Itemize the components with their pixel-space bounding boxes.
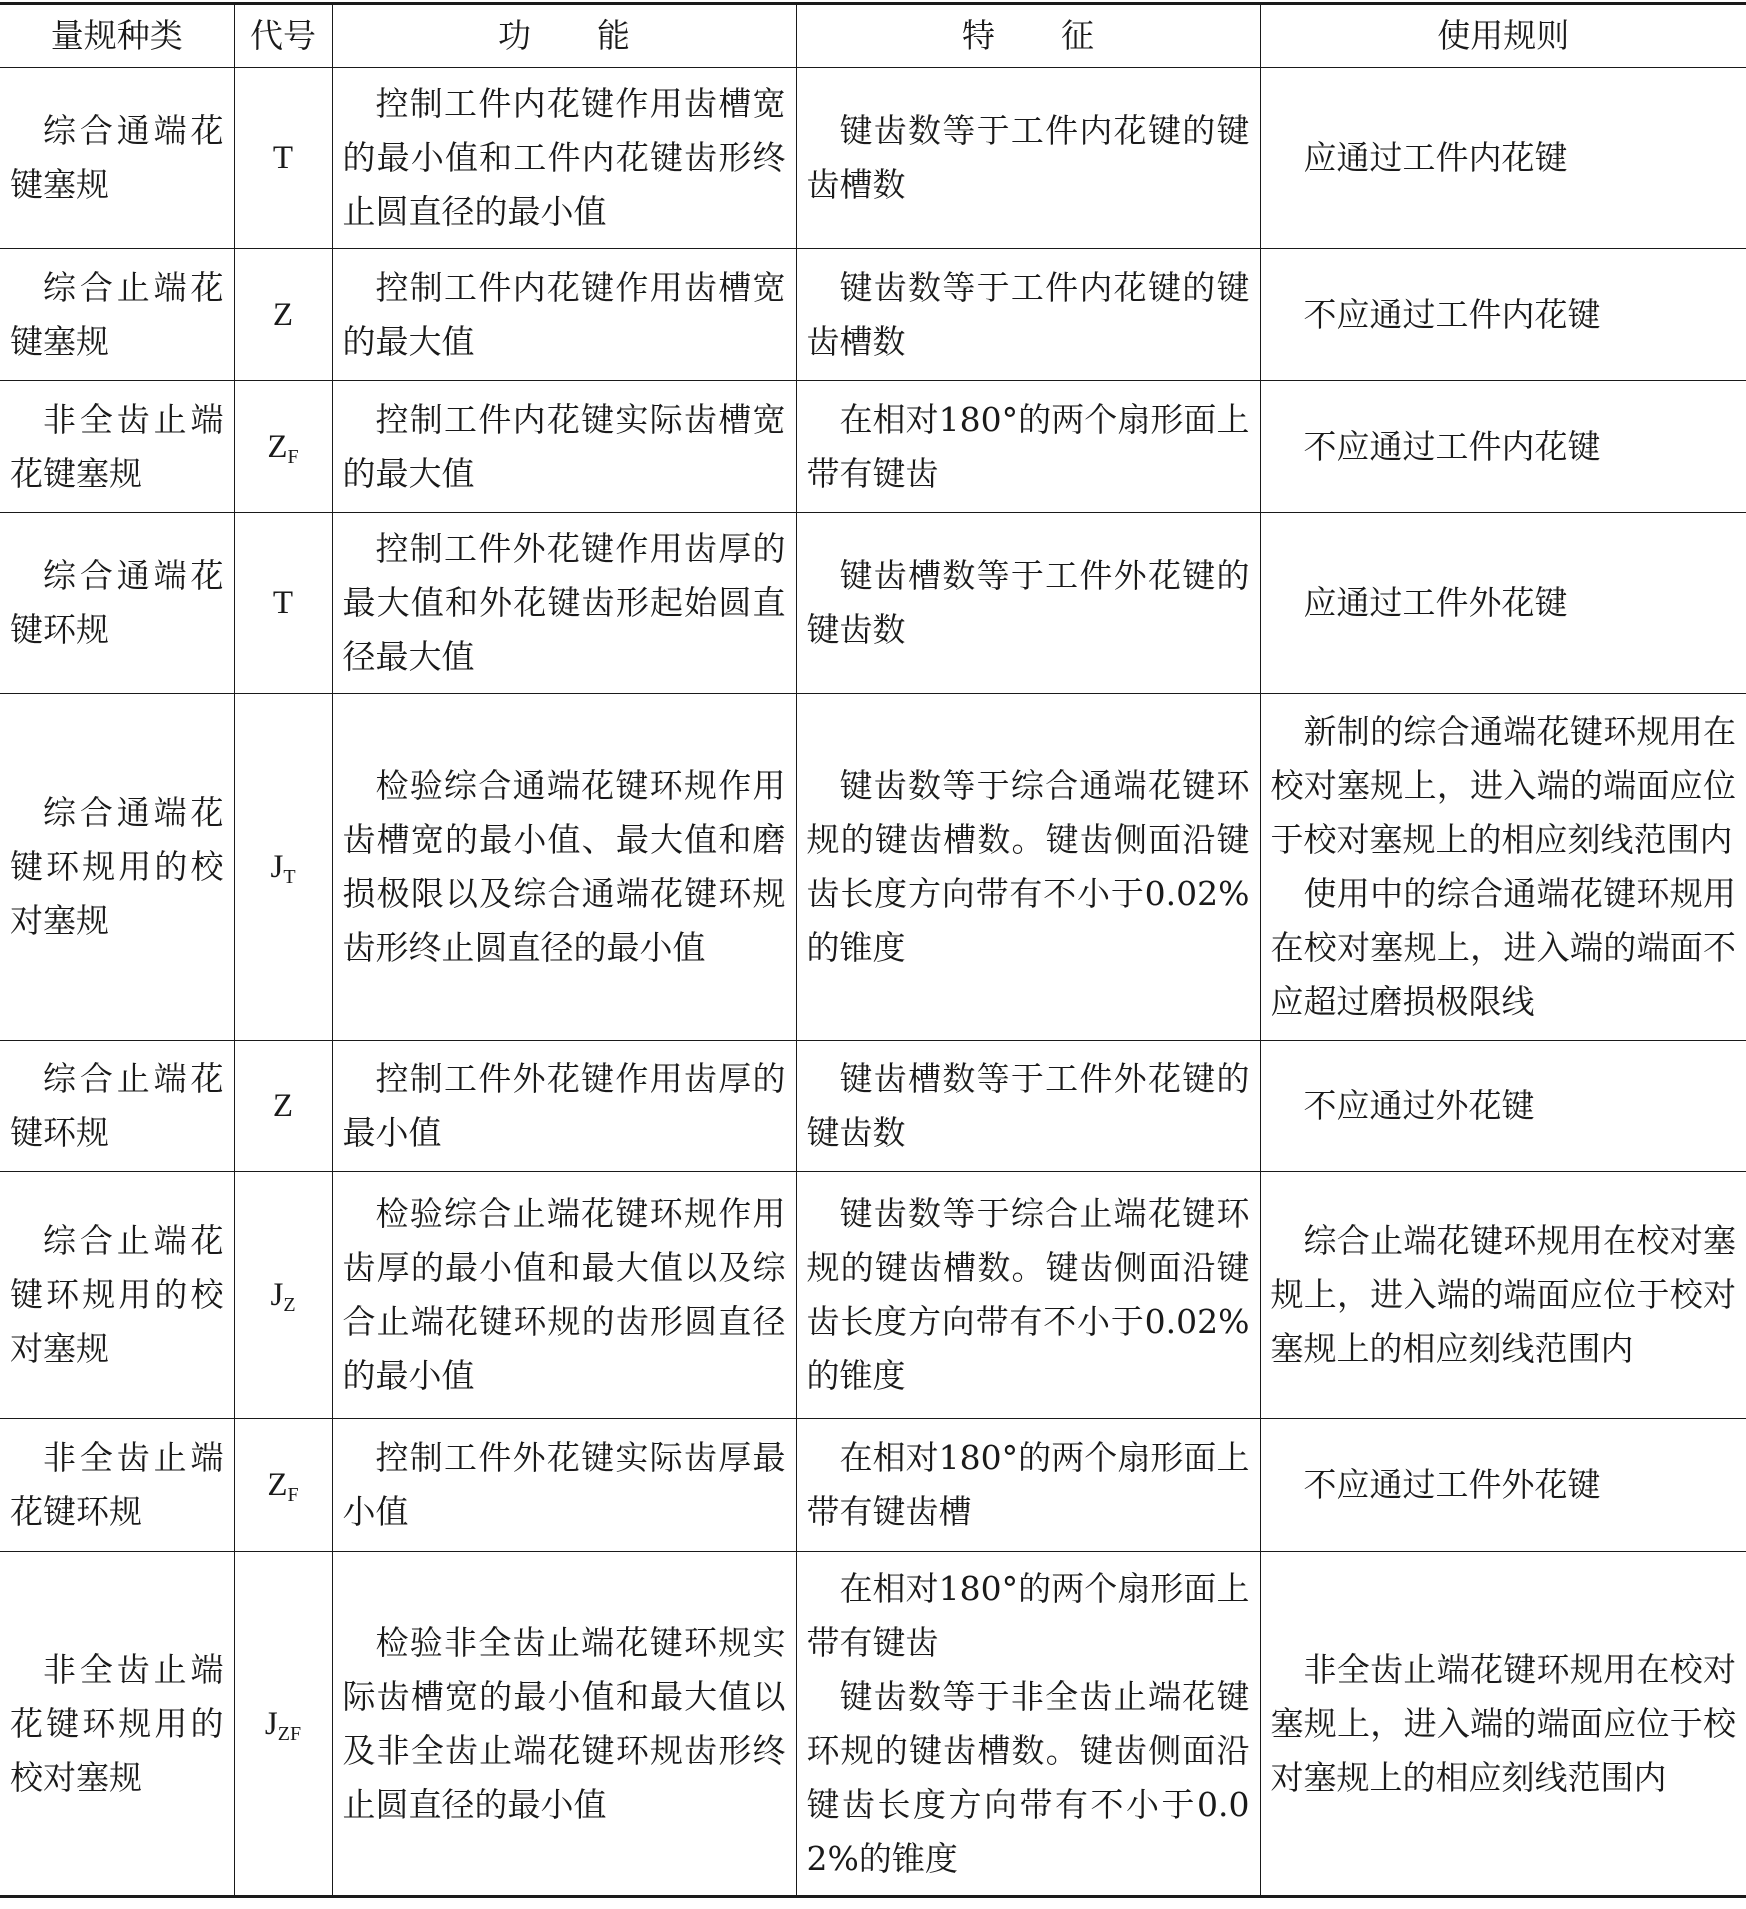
feature-text: 在相对180°的两个扇形面上带有键齿 [806, 399, 1250, 493]
cell-function [332, 381, 796, 513]
table-row [0, 513, 1746, 694]
rule-text: 应通过工件外花键 [1303, 583, 1568, 622]
function-text: 检验综合通端花键环规作用齿槽宽的最小值、最大值和磨损极限以及综合通端花键环规齿形终止圆直径的最小值 [342, 766, 786, 967]
cell-feature [796, 1172, 1260, 1419]
feature-text: 在相对180°的两个扇形面上带有键齿槽 [806, 1438, 1250, 1531]
code-letter: Z [267, 1467, 288, 1503]
function-text: 控制工件外花键作用齿厚的最大值和外花键齿形起始圆直径最大值 [342, 529, 786, 676]
cell-feature [796, 1552, 1260, 1897]
function-text: 控制工件内花键作用齿槽宽的最小值和工件内花键齿形终止圆直径的最小值 [342, 84, 786, 231]
cell-function [332, 1419, 796, 1552]
code-letter: T [272, 585, 294, 621]
cell-feature [796, 249, 1260, 381]
cell-feature [796, 1419, 1260, 1552]
code-letter: Z [272, 1088, 294, 1124]
rule-text: 使用中的综合通端花键环规用在校对塞规上，进入端的端面不应超过磨损极限线 [1270, 874, 1736, 1021]
cell-rule [1260, 1552, 1746, 1897]
gauge-specification-table [0, 2, 1746, 1898]
function-text: 控制工件外花键作用齿厚的最小值 [342, 1059, 786, 1152]
header-row [0, 4, 1746, 68]
feature-text: 键齿数等于工件内花键的键齿槽数 [806, 267, 1250, 361]
cell-rule [1260, 1419, 1746, 1552]
cell-feature [796, 68, 1260, 249]
code-letter: J [270, 849, 284, 885]
kind-text: 综合通端花键塞规 [10, 111, 224, 204]
cell-rule [1260, 249, 1746, 381]
header-code: 代号 [234, 4, 332, 68]
cell-function [332, 1552, 796, 1897]
cell-kind [0, 249, 234, 381]
header-function: 功 能 [332, 4, 796, 68]
cell-kind [0, 1172, 234, 1419]
cell-rule [1260, 381, 1746, 513]
cell-rule [1260, 68, 1746, 249]
feature-text: 在相对180°的两个扇形面上带有键齿 [806, 1568, 1250, 1662]
rule-text: 新制的综合通端花键环规用在校对塞规上，进入端的端面应位于校对塞规上的相应刻线范围内 [1270, 712, 1736, 859]
cell-feature [796, 513, 1260, 694]
cell-code [234, 381, 332, 513]
cell-function [332, 1172, 796, 1419]
feature-text: 键齿槽数等于工件外花键的键齿数 [806, 1059, 1250, 1152]
code-letter: J [270, 1277, 284, 1313]
code-letter: T [272, 140, 294, 176]
feature-text: 键齿数等于综合止端花键环规的键齿槽数。键齿侧面沿键齿长度方向带有不小于0.02%的锥度 [806, 1194, 1250, 1395]
function-text: 控制工件内花键作用齿槽宽的最大值 [342, 267, 786, 361]
code-subscript: ZF [277, 1722, 302, 1745]
kind-text: 非全齿止端花键环规 [10, 1438, 224, 1531]
table-row [0, 1172, 1746, 1419]
feature-text: 键齿数等于非全齿止端花键环规的键齿槽数。键齿侧面沿键齿长度方向带有不小于0.02%的锥度 [806, 1676, 1250, 1878]
cell-function [332, 513, 796, 694]
cell-code [234, 1419, 332, 1552]
cell-kind [0, 68, 234, 249]
table-body [0, 68, 1746, 1897]
cell-feature [796, 381, 1260, 513]
code-letter: Z [267, 428, 288, 465]
code-subscript: Z [283, 1294, 296, 1316]
cell-kind [0, 694, 234, 1041]
cell-function [332, 1041, 796, 1172]
cell-code [234, 1172, 332, 1419]
cell-code [234, 68, 332, 249]
cell-code [234, 1552, 332, 1897]
rule-text: 综合止端花键环规用在校对塞规上，进入端的端面应位于校对塞规上的相应刻线范围内 [1270, 1221, 1736, 1368]
cell-feature [796, 1041, 1260, 1172]
table-header [0, 4, 1746, 68]
cell-function [332, 694, 796, 1041]
cell-kind [0, 381, 234, 513]
cell-code [234, 1041, 332, 1172]
code-subscript: F [287, 445, 299, 468]
kind-text: 综合通端花键环规 [10, 556, 224, 649]
code-letter: J [264, 1705, 278, 1742]
table-row [0, 694, 1746, 1041]
feature-text: 键齿数等于工件内花键的键齿槽数 [806, 111, 1250, 204]
feature-text: 键齿数等于综合通端花键环规的键齿槽数。键齿侧面沿键齿长度方向带有不小于0.02%的锥度 [806, 766, 1250, 967]
rule-text: 不应通过工件外花键 [1303, 1465, 1601, 1504]
cell-kind [0, 1419, 234, 1552]
table-row [0, 249, 1746, 381]
kind-text: 综合止端花键塞规 [10, 267, 224, 361]
cell-function [332, 68, 796, 249]
header-feature: 特 征 [796, 4, 1260, 68]
table-row [0, 381, 1746, 513]
function-text: 检验非全齿止端花键环规实际齿槽宽的最小值和最大值以及非全齿止端花键环规齿形终止圆直径的最小值 [342, 1622, 786, 1824]
cell-feature [796, 694, 1260, 1041]
cell-function [332, 249, 796, 381]
header-kind: 量规种类 [0, 4, 234, 68]
rule-text: 不应通过外花键 [1303, 1086, 1535, 1125]
feature-text: 键齿槽数等于工件外花键的键齿数 [806, 556, 1250, 649]
cell-rule [1260, 1172, 1746, 1419]
cell-code [234, 694, 332, 1041]
table-row [0, 1552, 1746, 1897]
kind-text: 非全齿止端花键塞规 [10, 399, 224, 493]
code-letter: Z [272, 296, 294, 333]
cell-code [234, 249, 332, 381]
cell-code [234, 513, 332, 694]
table-row [0, 68, 1746, 249]
rule-text: 不应通过工件内花键 [1303, 426, 1601, 466]
kind-text: 非全齿止端花键环规用的校对塞规 [10, 1649, 224, 1797]
rule-text: 应通过工件内花键 [1303, 138, 1568, 177]
function-text: 控制工件内花键实际齿槽宽的最大值 [342, 399, 786, 493]
rule-text: 不应通过工件内花键 [1303, 294, 1601, 334]
kind-text: 综合通端花键环规用的校对塞规 [10, 793, 224, 940]
function-text: 控制工件外花键实际齿厚最小值 [342, 1438, 786, 1531]
code-subscript: F [287, 1484, 299, 1506]
cell-kind [0, 1552, 234, 1897]
header-rule: 使用规则 [1260, 4, 1746, 68]
kind-text: 综合止端花键环规 [10, 1059, 224, 1152]
function-text: 检验综合止端花键环规作用齿厚的最小值和最大值以及综合止端花键环规的齿形圆直径的最小值 [342, 1194, 786, 1395]
kind-text: 综合止端花键环规用的校对塞规 [10, 1221, 224, 1368]
cell-kind [0, 513, 234, 694]
cell-kind [0, 1041, 234, 1172]
cell-rule [1260, 694, 1746, 1041]
code-subscript: T [283, 866, 296, 888]
table-row [0, 1419, 1746, 1552]
rule-text: 非全齿止端花键环规用在校对塞规上，进入端的端面应位于校对塞规上的相应刻线范围内 [1270, 1649, 1736, 1797]
table-row [0, 1041, 1746, 1172]
cell-rule [1260, 513, 1746, 694]
cell-rule [1260, 1041, 1746, 1172]
